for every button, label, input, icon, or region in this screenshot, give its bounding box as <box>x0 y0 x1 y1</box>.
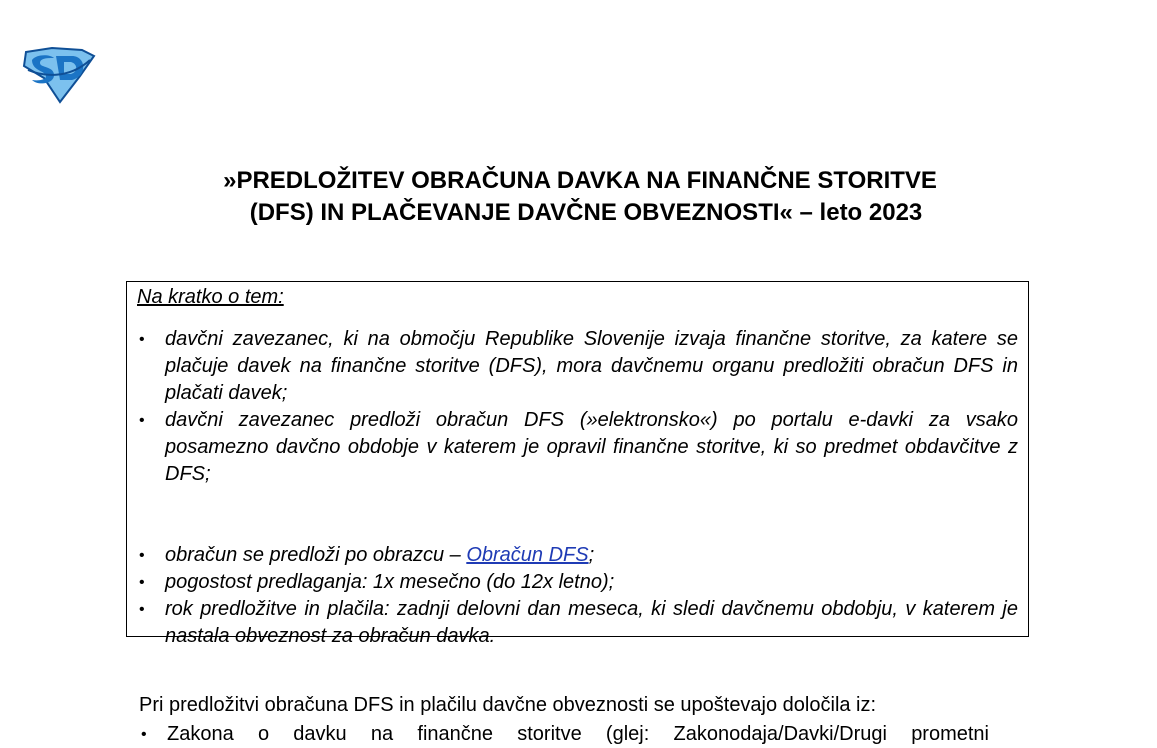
summary-item-frequency: • pogostost predlaganja: 1x mesečno (do 12x letno); <box>137 569 1018 596</box>
page-title <box>120 165 1040 229</box>
law-list-item-text: Zakona o davku na finančne storitve (glej: Zakonodaja/Davki/Drugi prometni <box>167 723 989 745</box>
summary-box <box>126 281 1029 647</box>
page-title-line2: (DFS) IN PLAČEVANJE DAVČNE OBVEZNOSTI« – leto 2023 <box>249 199 923 226</box>
summary-item-form <box>137 542 1018 569</box>
summary-item-form-suffix: ; <box>588 544 595 566</box>
summary-item-electronic-submission: • davčni zavezanec predloži obračun DFS (»elektronsko«) po portalu e-davki za vsako posamezno davčno obdobje v katerem je opravil finančne storitve, ki so predmet obdavčitve z DFS; <box>137 407 1018 488</box>
obracun-dfs-link[interactable]: Obračun DFS <box>466 544 589 566</box>
page-title-line1: »PREDLOŽITEV OBRAČUNA DAVKA NA FINANČNE STORITVE <box>223 167 937 194</box>
summary-item-deadline: • rok predložitve in plačila: zadnji delovni dan meseca, ki sledi davčnemu obdobju, v katerem je nastala obveznost za obračun davka. <box>137 596 1018 650</box>
law-list-item <box>139 721 1019 748</box>
fu-shield-logo-icon <box>22 46 96 104</box>
intro-paragraph: Pri predložitvi obračuna DFS in plačilu davčne obveznosti se upoštevajo določila iz: <box>139 694 877 716</box>
summary-list <box>137 326 1018 650</box>
summary-item-form-text: obračun se predloži po obrazcu – <box>165 544 467 566</box>
summary-heading: Na kratko o tem: <box>137 286 284 308</box>
summary-item-taxpayer-obligation: • davčni zavezanec, ki na območju Republike Slovenije izvaja finančne storitve, za katere se plačuje davek na finančne storitve (DFS), mora davčnemu organu predložiti obračun DFS in plačati davek; <box>137 326 1018 407</box>
